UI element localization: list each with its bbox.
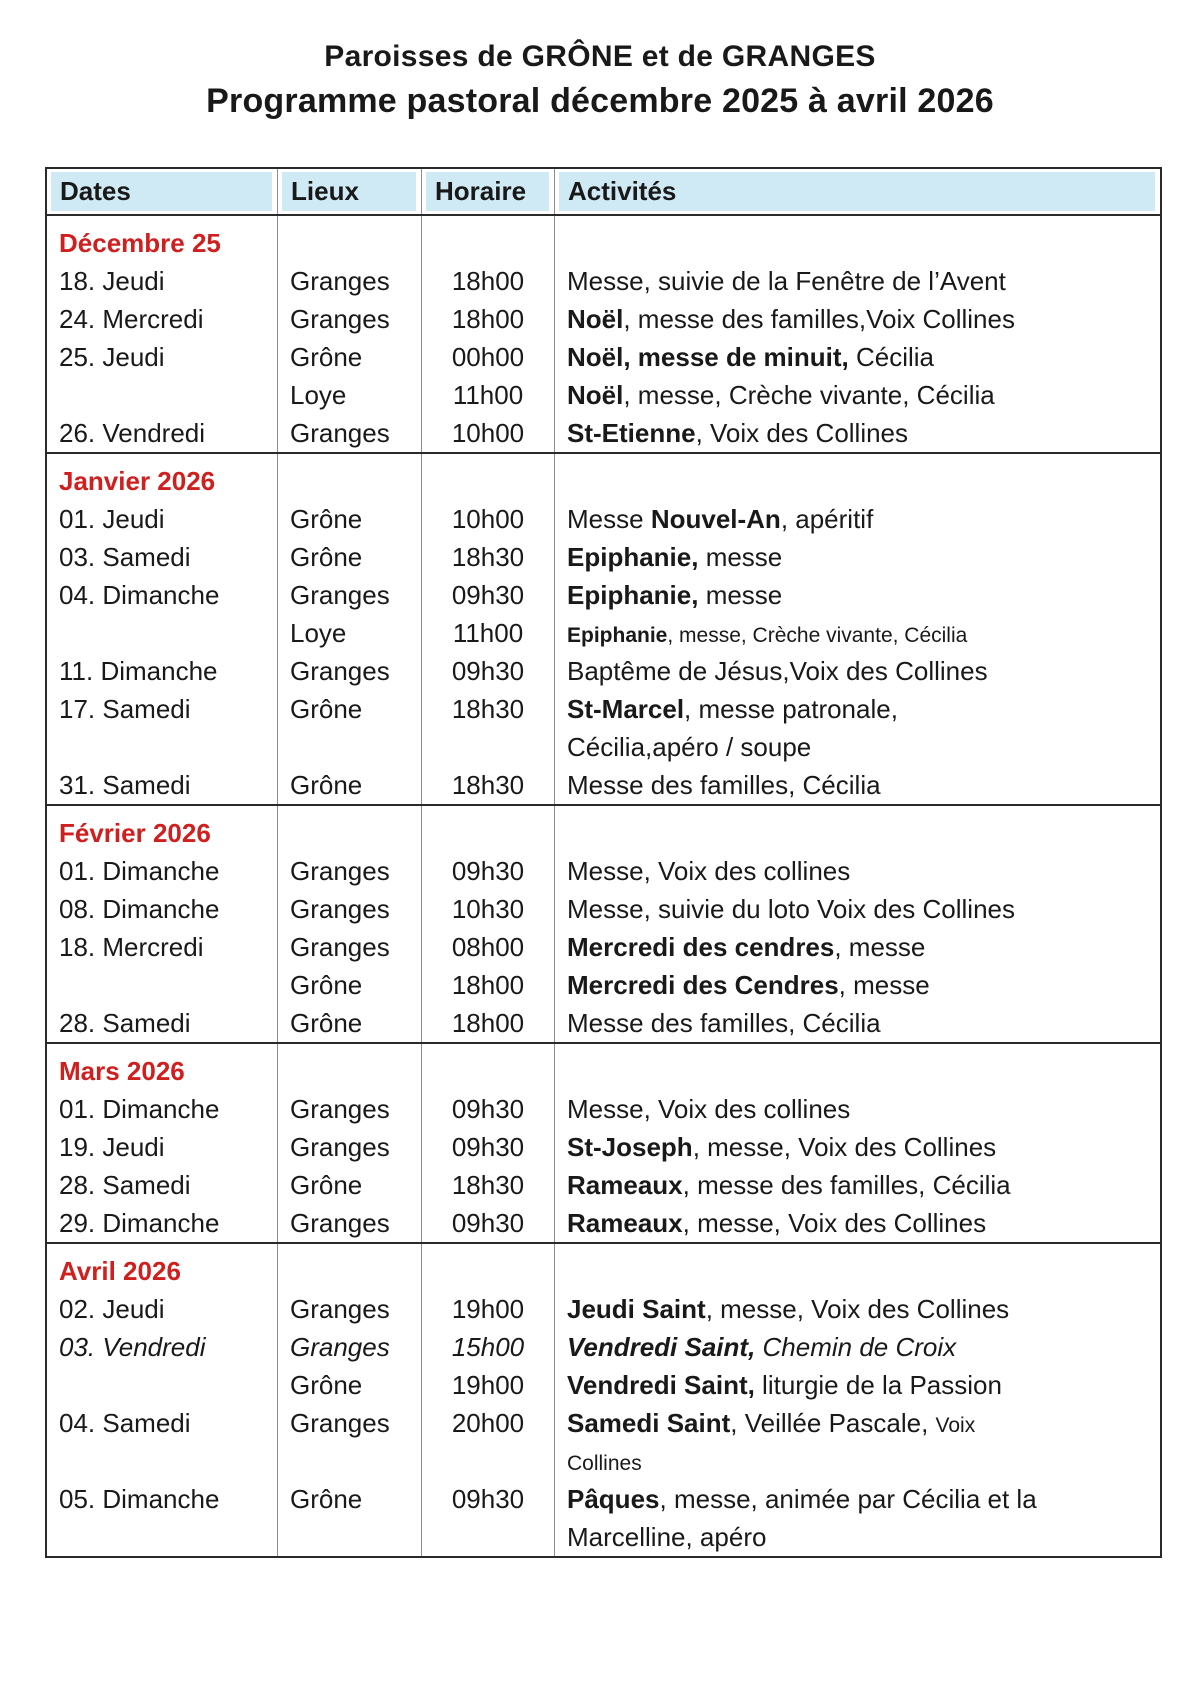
- table-row: [47, 1090, 1160, 1128]
- activity-cell: [555, 1166, 1160, 1204]
- horaire-cell: 10h00: [422, 414, 555, 452]
- table-row: [47, 1328, 1160, 1366]
- lieu-cell: Granges: [278, 1328, 422, 1366]
- lieu-cell: Granges: [278, 652, 422, 690]
- lieu-cell: Grône: [278, 500, 422, 538]
- table-row: [47, 1128, 1160, 1166]
- table-row: [47, 852, 1160, 890]
- month-header-row: [47, 1244, 1160, 1290]
- activity-cell: [555, 1404, 1160, 1445]
- activity-cell: [555, 1128, 1160, 1166]
- horaire-cell: 10h30: [422, 890, 555, 928]
- lieu-cell: Granges: [278, 1404, 422, 1445]
- horaire-cell: 09h30: [422, 852, 555, 890]
- table-header-row: [47, 169, 1160, 214]
- activity-segment: Noël: [567, 304, 624, 334]
- activity-segment: Messe: [567, 504, 651, 534]
- date-cell: 18. Jeudi: [47, 262, 278, 300]
- activity-cell: [555, 1518, 1160, 1556]
- horaire-cell: 10h00: [422, 500, 555, 538]
- table-row: [47, 928, 1160, 966]
- lieu-cell: Granges: [278, 262, 422, 300]
- month-section: [47, 1242, 1160, 1556]
- activity-segment: , messe: [838, 970, 930, 1000]
- activity-cell: [555, 966, 1160, 1004]
- activity-cell: [555, 652, 1160, 690]
- activity-cell: [555, 928, 1160, 966]
- header-label-dates: Dates: [51, 172, 272, 211]
- activity-segment: St-Marcel: [567, 694, 685, 724]
- activity-cell: [555, 1366, 1160, 1404]
- lieu-cell: Granges: [278, 890, 422, 928]
- activity-cell: [555, 1328, 1160, 1366]
- table-row: [47, 300, 1160, 338]
- table-body: [47, 214, 1160, 1556]
- date-cell: 01. Dimanche: [47, 852, 278, 890]
- horaire-cell: 08h00: [422, 928, 555, 966]
- activity-cell: [555, 500, 1160, 538]
- date-cell: [47, 1442, 278, 1483]
- activity-cell: [555, 300, 1160, 338]
- lieu-cell: Grône: [278, 1366, 422, 1404]
- activity-segment: , messe, Crèche vivante, Cécilia: [667, 624, 968, 647]
- date-cell: [47, 728, 278, 766]
- horaire-cell: 11h00: [422, 376, 555, 414]
- activity-cell: [555, 728, 1160, 766]
- activity-segment: , messe des familles,Voix Collines: [623, 304, 1015, 334]
- date-cell: [47, 966, 278, 1004]
- activity-segment: Messe, Voix des collines: [567, 1094, 851, 1124]
- lieu-cell: Granges: [278, 1090, 422, 1128]
- activity-cell: [555, 262, 1160, 300]
- table-row: [47, 1204, 1160, 1242]
- horaire-cell: 09h30: [422, 652, 555, 690]
- schedule-table: [45, 167, 1162, 1558]
- table-row: [47, 690, 1160, 728]
- table-row: [47, 614, 1160, 652]
- activity-segment: Messe, suivie de la Fenêtre de l’Avent: [567, 266, 1006, 296]
- activity-segment: Noël: [567, 380, 624, 410]
- table-row: [47, 500, 1160, 538]
- header-label-lieux: Lieux: [282, 172, 416, 211]
- date-cell: 03. Vendredi: [47, 1328, 278, 1366]
- date-cell: 02. Jeudi: [47, 1290, 278, 1328]
- table-row: [47, 1518, 1160, 1556]
- header-cell-horaire: [422, 169, 555, 214]
- horaire-cell: 18h00: [422, 966, 555, 1004]
- month-header-row: [47, 216, 1160, 262]
- activity-segment: Epiphanie,: [567, 580, 699, 610]
- month-label: Janvier 2026: [47, 454, 278, 508]
- activity-cell: [555, 690, 1160, 728]
- month-section: [47, 214, 1160, 452]
- table-row: [47, 728, 1160, 766]
- activity-segment: , messe, Voix des Collines: [692, 1132, 997, 1162]
- horaire-cell: 18h30: [422, 1166, 555, 1204]
- activity-segment: , Veillée Pascale,: [730, 1408, 936, 1438]
- horaire-cell: 09h30: [422, 1128, 555, 1166]
- activity-segment: Baptême de Jésus,Voix des Collines: [567, 656, 988, 686]
- date-cell: 18. Mercredi: [47, 928, 278, 966]
- horaire-cell: 19h00: [422, 1290, 555, 1328]
- activity-cell: [555, 1090, 1160, 1128]
- lieu-cell: [278, 1442, 422, 1483]
- date-cell: [47, 1366, 278, 1404]
- activity-segment: Epiphanie,: [567, 542, 699, 572]
- table-row: [47, 1004, 1160, 1042]
- lieu-cell: Granges: [278, 1128, 422, 1166]
- date-cell: 28. Samedi: [47, 1166, 278, 1204]
- activity-segment: , messe des familles, Cécilia: [682, 1170, 1011, 1200]
- date-cell: 29. Dimanche: [47, 1204, 278, 1242]
- lieu-cell: [278, 1518, 422, 1556]
- activity-segment: , messe, Voix des Collines: [682, 1208, 987, 1238]
- lieu-cell: Grône: [278, 1004, 422, 1042]
- activity-cell: [555, 852, 1160, 890]
- activity-segment: Voix: [935, 1414, 976, 1437]
- table-row: [47, 262, 1160, 300]
- horaire-cell: 18h30: [422, 690, 555, 728]
- date-cell: 19. Jeudi: [47, 1128, 278, 1166]
- activity-segment: Rameaux: [567, 1170, 683, 1200]
- activity-segment: Chemin de Croix: [755, 1332, 957, 1362]
- activity-segment: Messe des familles, Cécilia: [567, 1008, 881, 1038]
- activity-segment: Epiphanie: [567, 624, 668, 647]
- activity-segment: , messe, Voix des Collines: [705, 1294, 1010, 1324]
- month-section: [47, 804, 1160, 1042]
- lieu-cell: Grône: [278, 690, 422, 728]
- horaire-cell: 09h30: [422, 1090, 555, 1128]
- horaire-cell: 15h00: [422, 1328, 555, 1366]
- activity-cell: [555, 338, 1160, 376]
- activity-segment: , messe: [834, 932, 926, 962]
- activity-segment: Cécilia,apéro / soupe: [567, 732, 812, 762]
- lieu-cell: Granges: [278, 1204, 422, 1242]
- horaire-cell: 00h00: [422, 338, 555, 376]
- horaire-cell: 09h30: [422, 576, 555, 614]
- month-header-row: [47, 806, 1160, 852]
- horaire-cell: [422, 728, 555, 766]
- activity-segment: , Voix des Collines: [695, 418, 909, 448]
- horaire-cell: 09h30: [422, 1204, 555, 1242]
- activity-segment: Samedi Saint: [567, 1408, 731, 1438]
- activity-cell: [555, 376, 1160, 414]
- lieu-cell: Grône: [278, 966, 422, 1004]
- lieu-cell: Granges: [278, 852, 422, 890]
- activity-segment: Nouvel-An: [650, 504, 781, 534]
- horaire-cell: 18h00: [422, 1004, 555, 1042]
- activity-segment: messe: [698, 542, 783, 572]
- activity-segment: Vendredi Saint,: [567, 1370, 755, 1400]
- table-row: [47, 576, 1160, 614]
- date-cell: 01. Jeudi: [47, 500, 278, 538]
- activity-segment: Noël, messe de minuit,: [567, 342, 849, 372]
- lieu-cell: Grône: [278, 766, 422, 804]
- activity-cell: [555, 576, 1160, 614]
- lieu-cell: Grône: [278, 1166, 422, 1204]
- activity-cell: [555, 538, 1160, 576]
- lieu-cell: [278, 728, 422, 766]
- activity-cell: [555, 1290, 1160, 1328]
- table-row: [47, 652, 1160, 690]
- lieu-cell: Loye: [278, 376, 422, 414]
- lieu-cell: Loye: [278, 614, 422, 655]
- table-row: [47, 376, 1160, 414]
- activity-segment: , messe, Crèche vivante, Cécilia: [623, 380, 995, 410]
- date-cell: [47, 376, 278, 414]
- month-header-row: [47, 1044, 1160, 1090]
- header-cell-dates: [47, 169, 278, 214]
- date-cell: 28. Samedi: [47, 1004, 278, 1042]
- activity-segment: Pâques: [567, 1484, 660, 1514]
- month-label: Mars 2026: [47, 1044, 278, 1098]
- activity-cell: [555, 1004, 1160, 1042]
- activity-segment: St-Etienne: [567, 418, 696, 448]
- table-row: [47, 1366, 1160, 1404]
- activity-segment: liturgie de la Passion: [754, 1370, 1002, 1400]
- horaire-cell: [422, 1442, 555, 1483]
- horaire-cell: [422, 1518, 555, 1556]
- month-label: Février 2026: [47, 806, 278, 860]
- activity-cell: [555, 1204, 1160, 1242]
- activity-segment: Cécilia: [848, 342, 934, 372]
- document-subtitle: Programme pastoral décembre 2025 à avril 2026: [206, 82, 994, 120]
- lieu-cell: Granges: [278, 414, 422, 452]
- activity-cell: [555, 414, 1160, 452]
- document-title: Paroisses de GRÔNE et de GRANGES: [324, 40, 876, 73]
- horaire-cell: 18h30: [422, 538, 555, 576]
- horaire-cell: 19h00: [422, 1366, 555, 1404]
- date-cell: 31. Samedi: [47, 766, 278, 804]
- activity-cell: [555, 614, 1160, 655]
- table-row: [47, 414, 1160, 452]
- horaire-cell: 09h30: [422, 1480, 555, 1518]
- activity-segment: messe: [698, 580, 783, 610]
- activity-cell: [555, 1480, 1160, 1518]
- header-cell-lieux: [278, 169, 422, 214]
- table-row: [47, 338, 1160, 376]
- lieu-cell: Granges: [278, 300, 422, 338]
- header-cell-activites: [555, 169, 1160, 214]
- date-cell: 03. Samedi: [47, 538, 278, 576]
- lieu-cell: Granges: [278, 576, 422, 614]
- table-row: [47, 766, 1160, 804]
- table-row: [47, 890, 1160, 928]
- horaire-cell: 18h00: [422, 300, 555, 338]
- date-cell: [47, 614, 278, 655]
- activity-segment: Vendredi Saint,: [567, 1332, 756, 1362]
- table-row: [47, 1166, 1160, 1204]
- date-cell: 04. Dimanche: [47, 576, 278, 614]
- date-cell: 05. Dimanche: [47, 1480, 278, 1518]
- activity-segment: St-Joseph: [567, 1132, 693, 1162]
- horaire-cell: 20h00: [422, 1404, 555, 1445]
- table-row: [47, 966, 1160, 1004]
- lieu-cell: Granges: [278, 928, 422, 966]
- activity-segment: , messe, animée par Cécilia et la: [659, 1484, 1037, 1514]
- table-row: [47, 1442, 1160, 1480]
- date-cell: 17. Samedi: [47, 690, 278, 728]
- month-header-row: [47, 454, 1160, 500]
- lieu-cell: Granges: [278, 1290, 422, 1328]
- date-cell: 08. Dimanche: [47, 890, 278, 928]
- table-row: [47, 1480, 1160, 1518]
- activity-segment: Collines: [567, 1452, 642, 1475]
- activity-cell: [555, 1442, 1160, 1483]
- activity-segment: Messe, suivie du loto Voix des Collines: [567, 894, 1016, 924]
- activity-cell: [555, 766, 1160, 804]
- activity-segment: Jeudi Saint: [567, 1294, 706, 1324]
- activity-segment: Rameaux: [567, 1208, 683, 1238]
- date-cell: 04. Samedi: [47, 1404, 278, 1445]
- date-cell: [47, 1518, 278, 1556]
- activity-segment: Messe, Voix des collines: [567, 856, 851, 886]
- table-row: [47, 1404, 1160, 1442]
- table-row: [47, 1290, 1160, 1328]
- month-section: [47, 1042, 1160, 1242]
- horaire-cell: 18h00: [422, 262, 555, 300]
- month-section: [47, 452, 1160, 804]
- activity-segment: , apéritif: [780, 504, 874, 534]
- lieu-cell: Grône: [278, 538, 422, 576]
- horaire-cell: 11h00: [422, 614, 555, 655]
- activity-segment: Marcelline, apéro: [567, 1522, 767, 1552]
- lieu-cell: Grône: [278, 338, 422, 376]
- date-cell: 11. Dimanche: [47, 652, 278, 690]
- date-cell: 01. Dimanche: [47, 1090, 278, 1128]
- date-cell: 25. Jeudi: [47, 338, 278, 376]
- activity-segment: Mercredi des cendres: [567, 932, 835, 962]
- table-row: [47, 538, 1160, 576]
- lieu-cell: Grône: [278, 1480, 422, 1518]
- month-label: Décembre 25: [47, 216, 278, 270]
- header-label-activites: Activités: [559, 172, 1155, 211]
- activity-segment: Messe des familles, Cécilia: [567, 770, 881, 800]
- horaire-cell: 18h30: [422, 766, 555, 804]
- month-label: Avril 2026: [47, 1244, 278, 1298]
- date-cell: 24. Mercredi: [47, 300, 278, 338]
- header-label-horaire: Horaire: [426, 172, 549, 211]
- activity-segment: Mercredi des Cendres: [567, 970, 839, 1000]
- date-cell: 26. Vendredi: [47, 414, 278, 452]
- activity-cell: [555, 890, 1160, 928]
- activity-segment: , messe patronale,: [684, 694, 898, 724]
